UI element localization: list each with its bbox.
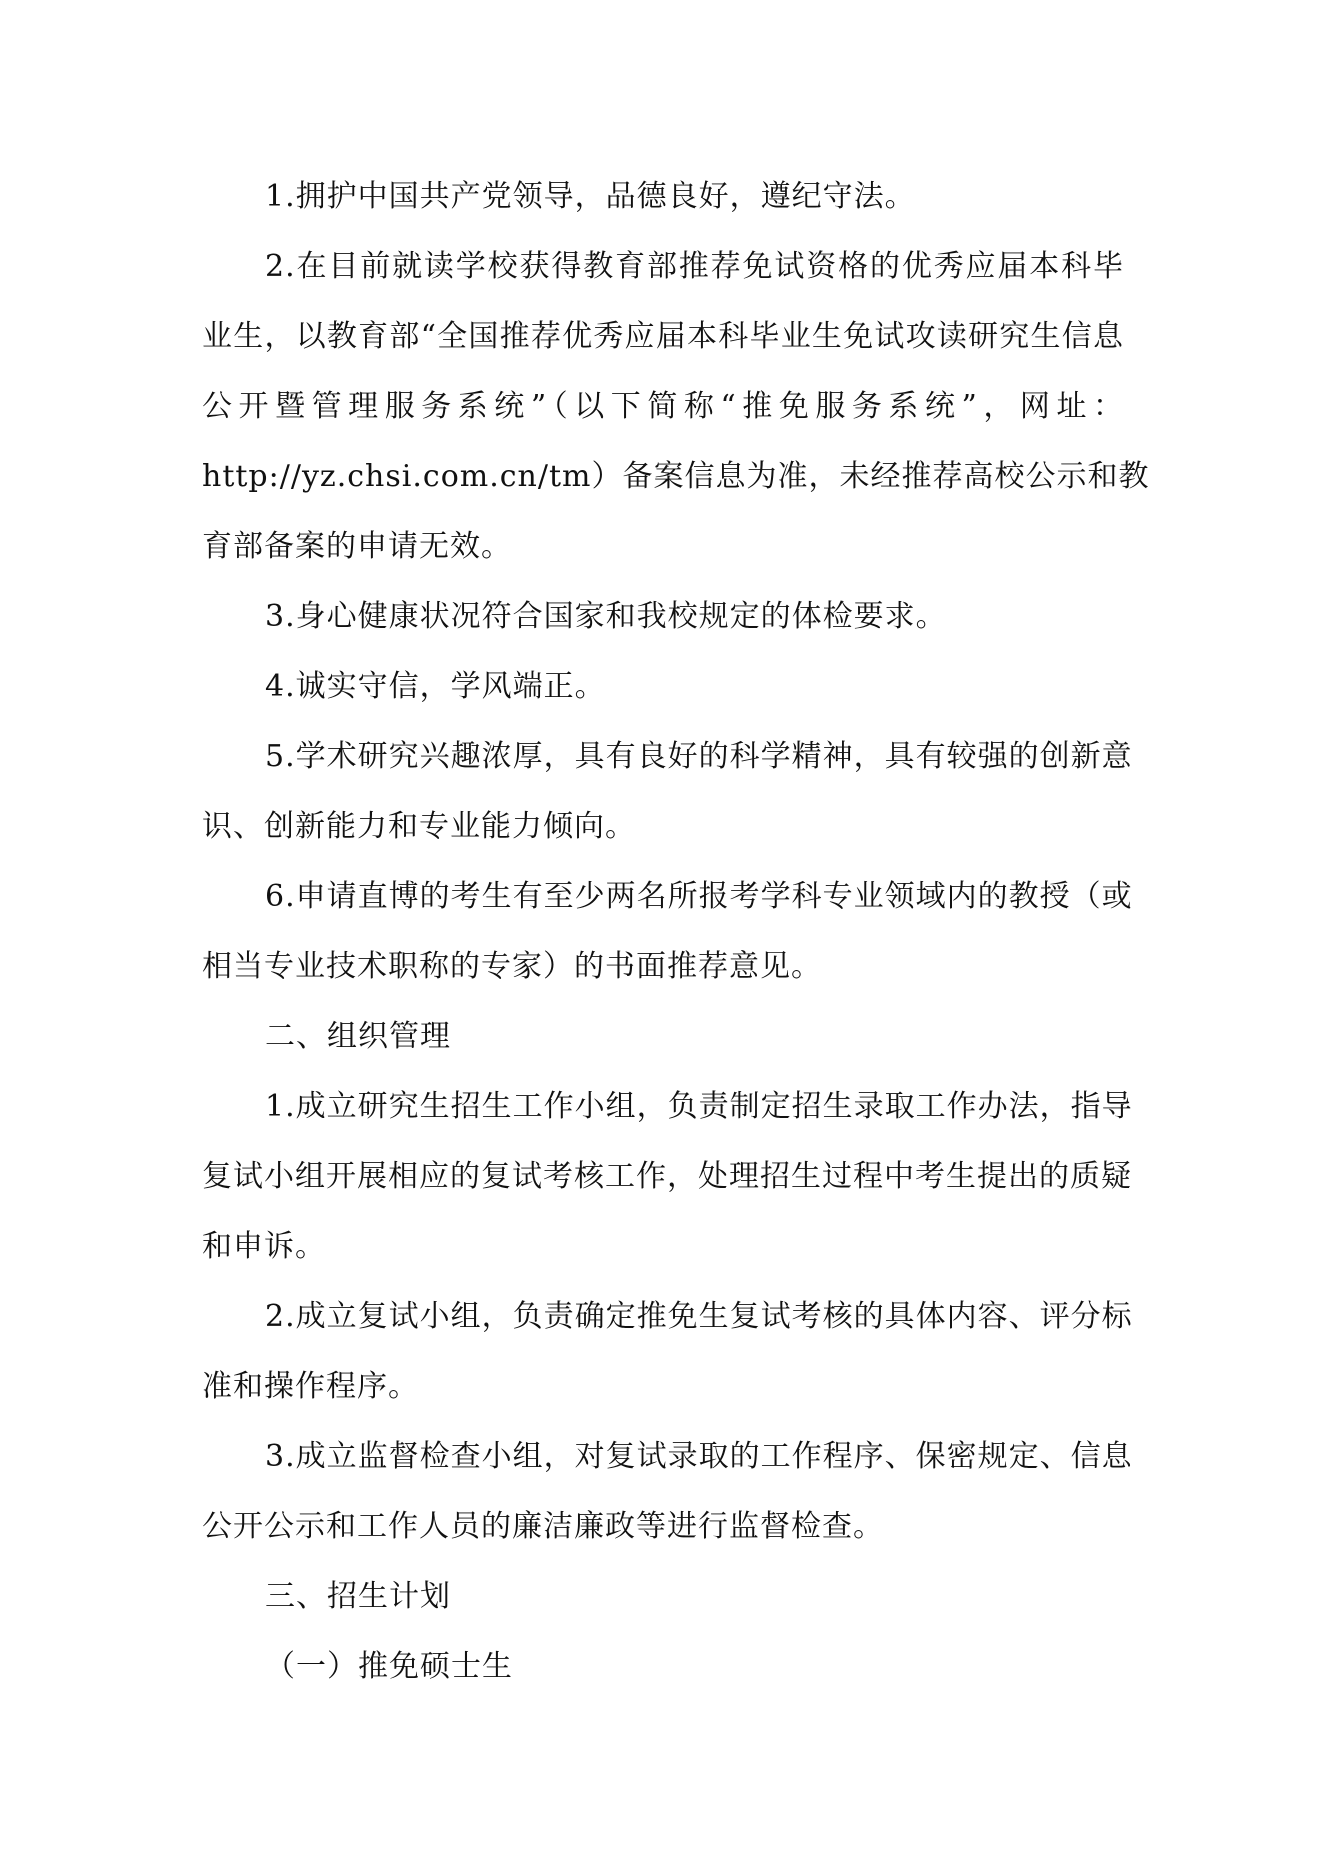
paragraph-organization-2 <box>202 1282 1133 1422</box>
text-line: 复试小组开展相应的复试考核工作，处理招生过程中考生提出的质疑 <box>202 1159 1132 1194</box>
text-line: 3.身心健康状况符合国家和我校规定的体检要求。 <box>265 599 947 634</box>
text-line: 准和操作程序。 <box>202 1369 419 1404</box>
heading-text: 三、招生计划 <box>265 1579 451 1614</box>
text-line: 相当专业技术职称的专家）的书面推荐意见。 <box>202 949 822 984</box>
text-line: 1.拥护中国共产党领导，品德良好，遵纪守法。 <box>265 179 916 214</box>
heading-text: 二、组织管理 <box>265 1019 451 1054</box>
section-heading-organization <box>202 1002 1124 1072</box>
text-line: 和申诉。 <box>202 1229 326 1264</box>
text-line: 3.成立监督检查小组，对复试录取的工作程序、保密规定、信息 <box>265 1439 1133 1474</box>
paragraph-requirement-5 <box>202 722 1133 862</box>
text-line: 2.在目前就读学校获得教育部推荐免试资格的优秀应届本科毕 <box>265 249 1124 284</box>
paragraph-requirement-1 <box>202 162 1124 232</box>
subsection-heading-masters <box>202 1632 1124 1702</box>
text-line: http://yz.chsi.com.cn/tm）备案信息为准，未经推荐高校公示和教 <box>202 459 1150 494</box>
paragraph-requirement-4 <box>202 652 1124 722</box>
paragraph-requirement-3 <box>202 582 1124 652</box>
text-line: 1.成立研究生招生工作小组，负责制定招生录取工作办法，指导 <box>265 1089 1133 1124</box>
paragraph-requirement-2 <box>202 232 1150 582</box>
paragraph-organization-1 <box>202 1072 1133 1282</box>
paragraph-requirement-6 <box>202 862 1133 1002</box>
text-line: 公开公示和工作人员的廉洁廉政等进行监督检查。 <box>202 1509 884 1544</box>
text-line: 公开暨管理服务系统”（以下简称“推免服务系统”，网址： <box>202 389 1124 424</box>
text-line: 5.学术研究兴趣浓厚，具有良好的科学精神，具有较强的创新意 <box>265 739 1133 774</box>
text-line: 6.申请直博的考生有至少两名所报考学科专业领域内的教授（或 <box>265 879 1133 914</box>
text-line: 2.成立复试小组，负责确定推免生复试考核的具体内容、评分标 <box>265 1299 1133 1334</box>
heading-text: （一）推免硕士生 <box>265 1649 513 1684</box>
paragraph-organization-3 <box>202 1422 1133 1562</box>
text-line: 识、创新能力和专业能力倾向。 <box>202 809 636 844</box>
text-line: 4.诚实守信，学风端正。 <box>265 669 606 704</box>
text-line: 育部备案的申请无效。 <box>202 529 512 564</box>
text-line: 业生，以教育部“全国推荐优秀应届本科毕业生免试攻读研究生信息 <box>202 319 1124 354</box>
section-heading-enrollment-plan <box>202 1562 1124 1632</box>
